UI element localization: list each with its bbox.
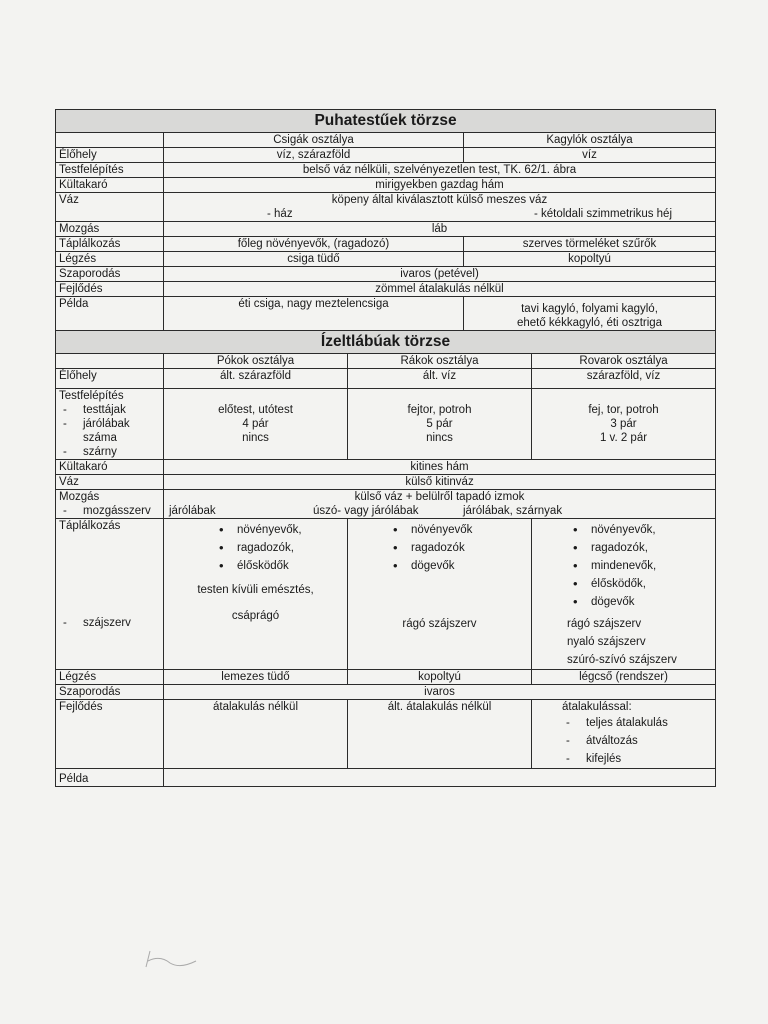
- list-item: - szájszerv: [59, 614, 131, 632]
- table-cell: [464, 297, 716, 331]
- row-label: Váz: [56, 475, 164, 490]
- list-item: • dögevők: [571, 593, 712, 611]
- cell-text: köpeny által kiválasztott külső meszes váz: [331, 194, 548, 206]
- row-label: Kültakaró: [56, 178, 164, 193]
- cell-text: úszó- vagy járólábak: [313, 505, 419, 517]
- cell-text: csáprágó: [231, 610, 280, 622]
- table-cell: csiga tüdő: [164, 252, 464, 267]
- list-item: - átváltozás: [562, 732, 712, 750]
- mollusca-row-movement: [56, 222, 716, 237]
- row-label-text: Mozgás: [59, 491, 100, 503]
- table-cell: [164, 193, 716, 222]
- cell-text: 4 pár: [242, 418, 269, 430]
- cell-text: nincs: [426, 432, 453, 444]
- row-label: Váz: [56, 193, 164, 222]
- table-cell: szerves törmeléket szűrők: [464, 237, 716, 252]
- list-item: - testtájak: [59, 403, 160, 417]
- mollusca-row-feeding: [56, 237, 716, 252]
- row-label: Légzés: [56, 252, 164, 267]
- row-label: Élőhely: [56, 148, 164, 163]
- table-cell: [348, 389, 532, 460]
- table-cell: [532, 700, 716, 769]
- cell-text: 1 v. 2 pár: [599, 432, 648, 444]
- arthropoda-row-movement: [56, 490, 716, 519]
- table-cell: kopoltyú: [464, 252, 716, 267]
- table-cell: zömmel átalakulás nélkül: [164, 282, 716, 297]
- row-label: Kültakaró: [56, 460, 164, 475]
- list-item: • dögevők: [391, 557, 528, 575]
- table-cell: kitines hám: [164, 460, 716, 475]
- mollusca-row-respiration: [56, 252, 716, 267]
- document-sheet: [55, 109, 715, 787]
- row-label: Táplálkozás: [56, 237, 164, 252]
- table-cell: [164, 389, 348, 460]
- cell-text: fejtor, potroh: [407, 404, 472, 416]
- cell-text: 5 pár: [426, 418, 453, 430]
- table-cell: külső kitinváz: [164, 475, 716, 490]
- table-cell: víz, szárazföld: [164, 148, 464, 163]
- cell-text: előtest, utótest: [218, 404, 293, 416]
- list-item: • mindenevők,: [571, 557, 712, 575]
- cell-text: rágó szájszerv: [402, 618, 477, 630]
- table-cell: [348, 519, 532, 670]
- table-cell: ivaros: [164, 685, 716, 700]
- row-label: [56, 389, 164, 460]
- arthropoda-row-development: [56, 700, 716, 769]
- row-label: Fejlődés: [56, 282, 164, 297]
- cell-text: járólábak: [169, 505, 216, 517]
- table-cell: láb: [164, 222, 716, 237]
- list-item: - teljes átalakulás: [562, 714, 712, 732]
- table-cell: víz: [464, 148, 716, 163]
- arthropoda-title: Ízeltlábúak törzse: [56, 331, 716, 354]
- list-item: - járólábak száma: [59, 417, 160, 445]
- row-label-text: Táplálkozás: [59, 520, 121, 532]
- row-label: Fejlődés: [56, 700, 164, 769]
- mollusca-title-row: [56, 110, 716, 133]
- list-item: • növényevők,: [217, 521, 344, 539]
- row-label: Szaporodás: [56, 685, 164, 700]
- class-header-insects: Rovarok osztálya: [532, 354, 716, 369]
- table-cell: szárazföld, víz: [532, 369, 716, 389]
- table-cell: átalakulás nélkül: [164, 700, 348, 769]
- table-cell: belső váz nélküli, szelvényezetlen test, TK. 62/1. ábra: [164, 163, 716, 178]
- row-label: Mozgás: [56, 222, 164, 237]
- class-header-spiders: Pókok osztálya: [164, 354, 348, 369]
- cell-text: - ház: [267, 208, 293, 220]
- cell-text: - kétoldali szimmetrikus héj: [533, 208, 673, 220]
- table-cell: kopoltyú: [348, 670, 532, 685]
- cell-text: ehető kékkagyló, éti osztriga: [516, 317, 663, 329]
- row-label: Szaporodás: [56, 267, 164, 282]
- cell-text: nyaló szájszerv: [567, 636, 646, 648]
- row-label-text: Testfelépítés: [59, 390, 124, 402]
- mollusca-row-integument: [56, 178, 716, 193]
- cell-text: testen kívüli emésztés,: [197, 584, 314, 596]
- list-item: • növényevők: [391, 521, 528, 539]
- mollusca-row-skeleton: [56, 193, 716, 222]
- cell-text: járólábak, szárnyak: [463, 505, 563, 517]
- arthropoda-row-integument: [56, 460, 716, 475]
- arthropoda-row-body: [56, 389, 716, 460]
- mollusca-row-development: [56, 282, 716, 297]
- mollusca-row-habitat: [56, 148, 716, 163]
- table-cell: ivaros (petével): [164, 267, 716, 282]
- row-label: Testfelépítés: [56, 163, 164, 178]
- table-cell: légcső (rendszer): [532, 670, 716, 685]
- row-label: [56, 490, 164, 519]
- mollusca-row-reproduction: [56, 267, 716, 282]
- cell-text: 3 pár: [610, 418, 637, 430]
- table-cell: [164, 490, 716, 519]
- cell-text: átalakulással:: [562, 701, 632, 713]
- cell-text: tavi kagyló, folyami kagyló,: [521, 303, 658, 315]
- table-cell: lemezes tüdő: [164, 670, 348, 685]
- row-label: Példa: [56, 297, 164, 331]
- row-label: Élőhely: [56, 369, 164, 389]
- arthropoda-row-habitat: [56, 369, 716, 389]
- zoology-table: [55, 109, 716, 787]
- arthropoda-row-reproduction: [56, 685, 716, 700]
- table-cell: mirigyekben gazdag hám: [164, 178, 716, 193]
- list-item: - kifejlés: [562, 750, 712, 768]
- arthropoda-header-row: [56, 354, 716, 369]
- cell-text: fej, tor, potroh: [588, 404, 659, 416]
- list-item: • élősködők: [217, 557, 344, 575]
- table-cell: [164, 519, 348, 670]
- list-item: • ragadozók,: [571, 539, 712, 557]
- table-cell: ált. átalakulás nélkül: [348, 700, 532, 769]
- row-label: [56, 519, 164, 670]
- mollusca-header-row: [56, 133, 716, 148]
- cell-text: nincs: [242, 432, 269, 444]
- table-cell: ált. szárazföld: [164, 369, 348, 389]
- mollusca-row-body: [56, 163, 716, 178]
- arthropoda-row-respiration: [56, 670, 716, 685]
- row-label: Légzés: [56, 670, 164, 685]
- table-cell: [164, 769, 716, 787]
- arthropoda-title-row: [56, 331, 716, 354]
- mollusca-row-example: [56, 297, 716, 331]
- pencil-scribble: [140, 945, 210, 975]
- list-item: • élősködők,: [571, 575, 712, 593]
- table-cell: [532, 389, 716, 460]
- table-cell: főleg növényevők, (ragadozó): [164, 237, 464, 252]
- arthropoda-row-feeding: [56, 519, 716, 670]
- list-item: • ragadozók: [391, 539, 528, 557]
- table-cell: éti csiga, nagy meztelencsiga: [164, 297, 464, 331]
- class-header-crustaceans: Rákok osztálya: [348, 354, 532, 369]
- cell-text: szúró-szívó szájszerv: [567, 654, 677, 666]
- cell-text: külső váz + belülről tapadó izmok: [354, 491, 525, 503]
- arthropoda-row-example: [56, 769, 716, 787]
- class-header-snails: Csigák osztálya: [164, 133, 464, 148]
- list-item: • ragadozók,: [217, 539, 344, 557]
- list-item: - mozgásszerv: [59, 504, 160, 518]
- row-label: Példa: [56, 769, 164, 787]
- list-item: - szárny: [59, 445, 160, 459]
- list-item: • növényevők,: [571, 521, 712, 539]
- cell-text: rágó szájszerv: [567, 618, 642, 630]
- sub-label-list: [59, 403, 160, 459]
- class-header-bivalves: Kagylók osztálya: [464, 133, 716, 148]
- table-cell: ált. víz: [348, 369, 532, 389]
- table-cell: [532, 519, 716, 670]
- mollusca-title: Puhatestűek törzse: [56, 110, 716, 133]
- arthropoda-row-skeleton: [56, 475, 716, 490]
